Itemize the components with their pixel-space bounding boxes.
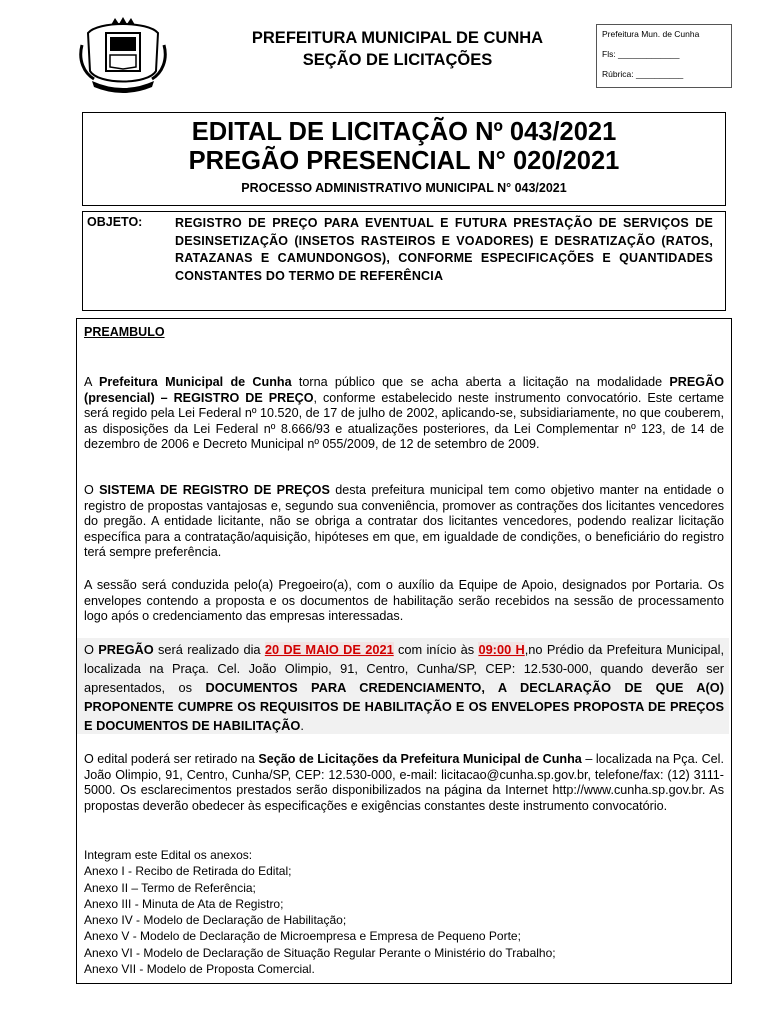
- paragraph-4: O PREGÃO será realizado dia 20 DE MAIO DE 2021 com início às 09:00 H,no Prédio da Prefeitura Municipal, localizada na Praça. Cel. João Olimpio, 91, Centro, Cunha/SP, CEP: 12.530-000, quando deverão ser apresentados, os DOCUMENTOS PARA CREDENCIAMENTO, A DECLARAÇÃO DE QUE A(O) PROPONENTE CUMPRE OS REQUISITOS DE HABILITAÇÃO E OS ENVELOPES PROPOSTA DE PREÇOS E DOCUMENTOS DE HABILITAÇÃO.: [84, 642, 725, 733]
- session-date: 20 DE MAIO DE 2021: [264, 642, 394, 657]
- page-stamp-box: [596, 24, 732, 88]
- stamp-org: Prefeitura Mun. de Cunha: [602, 29, 700, 39]
- list-item: Anexo I - Recibo de Retirada do Edital;: [84, 864, 292, 879]
- objeto-box: [82, 211, 726, 311]
- stamp-rubrica: Rúbrica: __________: [602, 69, 684, 79]
- title-box: [82, 112, 726, 206]
- list-item: Anexo V - Modelo de Declaração de Microempresa e Empresa de Pequeno Porte;: [84, 929, 521, 944]
- preambulo-section: [76, 318, 732, 984]
- preambulo-heading: PREAMBULO: [84, 325, 165, 339]
- objeto-label: OBJETO:: [87, 215, 143, 229]
- list-item: Anexo III - Minuta de Ata de Registro;: [84, 896, 284, 911]
- header-subtitle: SEÇÃO DE LICITAÇÕES: [302, 51, 493, 69]
- session-time: 09:00 H: [478, 642, 525, 657]
- list-item: Anexo VI - Modelo de Declaração de Situação Regular Perante o Ministério do Trabalho;: [84, 945, 556, 960]
- objeto-text: REGISTRO DE PREÇO PARA EVENTUAL E FUTURA PRESTAÇÃO DE SERVIÇOS DE DESINSETIZAÇÃO (INSETOS RASTEIROS E VOADORES) E DESRATIZAÇÃO (RATOS, RATAZANAS E CAMUNDONGOS), CONFORME ESPECIFICAÇÕES E QUANTIDADES CONSTANTES DO TERMO DE REFERÊNCIA: [175, 216, 713, 283]
- header-title: PREFEITURA MUNICIPAL DE CUNHA: [251, 29, 544, 47]
- paragraph-2: O SISTEMA DE REGISTRO DE PREÇOS desta prefeitura municipal tem como objetivo manter na entidade o registro de propostas vantajosas e, segundo sua conveniência, promover as contrações dos licitantes vencedores do pregão. A entidade licitante, não se obriga a contratar dos licitantes vencedores, podendo realizar licitação específica para a contratação/aquisição, hipóteses em que, em igualdade de condições, o beneficiário do registro terá sempre preferência.: [84, 483, 725, 560]
- edital-title: EDITAL DE LICITAÇÃO Nº 043/2021: [191, 118, 617, 146]
- paragraph-3: A sessão será conduzida pelo(a) Pregoeiro(a), com o auxílio da Equipe de Apoio, designados por Portaria. Os envelopes contendo a proposta e os documentos de habilitação serão recebidos na sessão de processamento logo após o credenciamento das empresas interessadas.: [84, 578, 724, 624]
- annex-list: [84, 847, 556, 977]
- process-number: PROCESSO ADMINISTRATIVO MUNICIPAL N° 043/2021: [241, 181, 567, 195]
- paragraph-1: A Prefeitura Municipal de Cunha torna público que se acha aberta a licitação na modalidade PREGÃO (presencial) – REGISTRO DE PREÇO, conforme estabelecido neste instrumento convocatório. Este certame será regido pela Lei Federal nº 10.520, de 17 de julho de 2002, aplicando-se, subsidiariamente, no que couberem, as disposições da Lei Federal nº 8.666/93 e atualizações posteriores, da Lei Complementar nº 123, de 14 de dezembro de 2006 e Decreto Municipal nº 055/2009, de 12 de setembro de 2009.: [84, 375, 724, 452]
- pregao-title: PREGÃO PRESENCIAL N° 020/2021: [188, 147, 620, 175]
- paragraph-5: O edital poderá ser retirado na Seção de Licitações da Prefeitura Municipal de Cunha – localizada na Pça. Cel. João Olimpio, 91, Centro, Cunha/SP, CEP: 12.530-000, e-mail: licitacao@cunha.sp.gov.br, telefone/fax: (12) 3111-5000. Os esclarecimentos prestados serão disponibilizados na página da Internet http://www.cunha.sp.gov.br. As propostas deverão obedecer às especificações e exigências constantes deste instrumento convocatório.: [84, 752, 724, 813]
- municipal-crest-icon: [78, 15, 168, 95]
- list-item: Anexo IV - Modelo de Declaração de Habilitação;: [84, 913, 347, 928]
- list-item: Anexo VII - Modelo de Proposta Comercial.: [84, 962, 315, 977]
- list-item: Anexo II – Termo de Referência;: [84, 880, 256, 895]
- stamp-fls: Fls: _____________: [602, 49, 680, 59]
- annex-intro: Integram este Edital os anexos:: [84, 848, 253, 862]
